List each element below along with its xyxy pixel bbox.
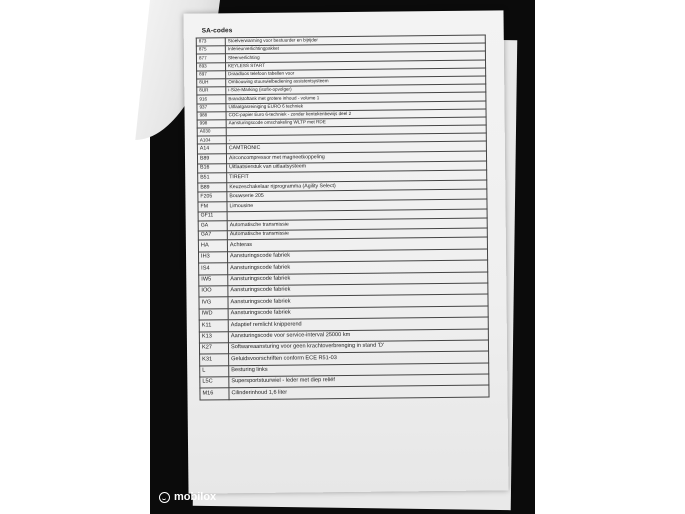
description-cell: - [226, 133, 486, 144]
description-cell: Geluidsvoorschriften conform ECE R51-03 [229, 351, 489, 365]
description-cell: Aansturingscode fabriek [228, 306, 488, 320]
code-cell: 877 [196, 54, 225, 62]
description-cell: Automatische transmissie [227, 218, 487, 230]
code-cell: HA [198, 240, 227, 252]
description-cell: Cilinderinhoud 1,6 liter [229, 385, 489, 399]
code-cell: IS4 [199, 263, 228, 275]
description-cell: Aansturingscode fabriek [227, 249, 487, 263]
code-cell: FM [198, 202, 227, 212]
code-cell: GF11 [198, 211, 227, 221]
description-cell: Stoelverwarming voor bestuurder en bijrijder [225, 35, 485, 46]
code-cell: L [200, 365, 229, 377]
code-cell: IOO [199, 286, 228, 298]
description-cell: Ombouwing stuurwielbediening assistentsysteem [226, 76, 486, 87]
code-cell: 998 [197, 120, 226, 128]
document-paper [183, 10, 508, 493]
code-cell: GA7 [198, 231, 227, 241]
code-cell: B89 [198, 183, 227, 193]
code-cell: B51 [198, 173, 227, 183]
code-cell: L5C [200, 377, 229, 389]
mobilox-logo-icon [159, 492, 170, 503]
description-cell: Bouwserie 205 [227, 189, 487, 201]
description-cell: CAMTRONIC [226, 141, 486, 153]
code-cell: 893 [197, 62, 226, 70]
description-cell: Besturing links [229, 363, 489, 377]
code-cell: A030 [197, 128, 226, 136]
description-cell: Uitlaatgasreiniging EURO 6 techniek [226, 101, 486, 112]
code-cell: 8UH [197, 79, 226, 87]
description-cell: Automatische transmissie [227, 228, 487, 240]
description-cell: Softwareaansturing voor geen krachtoverbrenging in stand 'D' [228, 340, 488, 354]
description-cell: Adaptief remlicht knipperend [228, 317, 488, 331]
description-cell: Aansturingscode omschakeling WLTP met RDE [226, 117, 486, 128]
table-row [200, 385, 489, 399]
description-cell: Uitlaatsierstuk van uitlaatsysteem [227, 161, 487, 173]
code-cell: F205 [198, 192, 227, 202]
code-cell: K13 [199, 331, 228, 343]
description-cell: TIREFIT [227, 170, 487, 182]
code-cell: M16 [200, 388, 229, 400]
code-cell: K31 [200, 354, 229, 366]
description-cell: Brandstoftank met grotere inhoud - volume 1 [226, 92, 486, 103]
description-cell: Aansturingscode fabriek [228, 283, 488, 297]
code-cell: A104 [197, 136, 226, 144]
description-cell: Interieurverlichtingpakket [225, 43, 485, 54]
code-cell: 937 [197, 103, 226, 111]
code-cell: IH3 [198, 252, 227, 264]
watermark-brand: mobilox [174, 491, 217, 503]
description-cell: KEYLESS START [226, 60, 486, 71]
sa-codes-table [196, 35, 490, 401]
code-cell: IW5 [199, 274, 228, 286]
description-cell: Aansturingscode fabriek [228, 294, 488, 308]
description-cell: Limousine [227, 199, 487, 211]
description-cell: Draadloos telefoon tabellen voor [226, 68, 486, 79]
watermark [159, 491, 216, 503]
description-cell: Sfeerverlichting [225, 51, 485, 62]
code-cell: 897 [197, 71, 226, 79]
description-cell: Aansturingscode fabriek [228, 260, 488, 274]
description-cell: Supersportstuurwiel - leder met diep reliëf [229, 374, 489, 388]
code-cell: 873 [196, 38, 225, 46]
code-cell: K11 [199, 320, 228, 332]
code-cell: K27 [199, 343, 228, 355]
code-cell: B89 [197, 154, 226, 164]
code-cell: GA [198, 221, 227, 231]
code-cell: IVG [199, 297, 228, 309]
description-cell: Keuzeschakelaar rijprogramma (Agility Select) [227, 180, 487, 192]
code-cell: IWD [199, 308, 228, 320]
description-cell: Airconcompressor met magneetkoppeling [226, 151, 486, 163]
description-cell: Achteras [227, 237, 487, 251]
code-cell: A14 [197, 144, 226, 154]
description-cell: Aansturingscode fabriek [228, 272, 488, 286]
document-title: SA-codes [201, 27, 233, 35]
code-cell: 988 [197, 111, 226, 119]
code-cell: 8UR [197, 87, 226, 95]
description-cell: Aansturingscode voor service-interval 25000 km [228, 329, 488, 343]
description-cell: i-Size-Marking (isofix-opvolger) [226, 84, 486, 95]
code-cell: B16 [198, 163, 227, 173]
description-cell: COC-papier Euro 6-techniek - zonder kentekenbewijs deel 2 [226, 109, 486, 120]
code-cell: 875 [196, 46, 225, 54]
code-cell: 916 [197, 95, 226, 103]
